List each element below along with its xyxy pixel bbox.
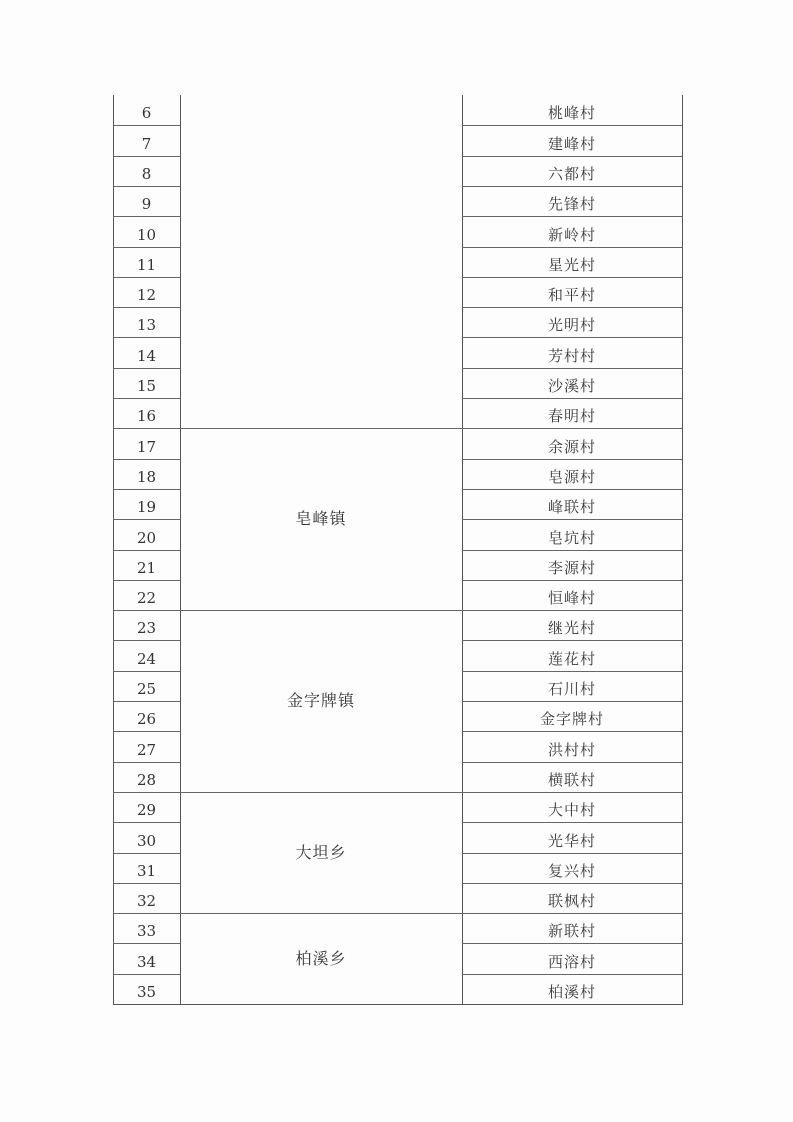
village-name: 复兴村 bbox=[547, 861, 596, 880]
row-number: 20 bbox=[136, 528, 157, 547]
row-divider-number bbox=[113, 610, 180, 611]
row-number: 6 bbox=[141, 104, 152, 123]
village-name: 六都村 bbox=[547, 164, 596, 183]
row-divider-number bbox=[113, 247, 180, 248]
village-name: 莲花村 bbox=[547, 649, 596, 668]
row-divider-number bbox=[113, 671, 180, 672]
village-name: 石川村 bbox=[547, 680, 596, 698]
table-border-number-column bbox=[180, 95, 181, 1004]
village-name: 芳村村 bbox=[547, 346, 596, 365]
row-divider-village bbox=[462, 550, 682, 551]
row-divider-village bbox=[462, 247, 682, 248]
row-divider-number bbox=[113, 580, 180, 581]
row-number: 22 bbox=[136, 589, 157, 608]
town-name: 大坦乡 bbox=[295, 842, 347, 862]
village-name: 李源村 bbox=[547, 558, 596, 577]
row-number: 18 bbox=[136, 467, 157, 486]
row-number: 14 bbox=[136, 346, 157, 365]
row-divider-village bbox=[462, 337, 682, 338]
row-divider-number bbox=[113, 883, 180, 884]
row-divider-village bbox=[462, 428, 682, 429]
row-number: 35 bbox=[136, 983, 157, 1001]
village-name: 皂源村 bbox=[547, 467, 596, 486]
row-number: 19 bbox=[136, 498, 157, 517]
village-name: 光华村 bbox=[547, 831, 596, 850]
village-name: 柏溪村 bbox=[547, 983, 596, 1001]
town-divider bbox=[180, 428, 462, 429]
row-number: 9 bbox=[141, 195, 152, 214]
row-number: 21 bbox=[136, 558, 157, 577]
row-divider-number bbox=[113, 156, 180, 157]
village-name: 洪村村 bbox=[547, 740, 596, 759]
row-divider-number bbox=[113, 519, 180, 520]
row-divider-number bbox=[113, 216, 180, 217]
row-divider-number bbox=[113, 792, 180, 793]
village-name: 光明村 bbox=[547, 316, 596, 335]
row-divider-number bbox=[113, 550, 180, 551]
row-number: 26 bbox=[136, 710, 157, 729]
row-number: 24 bbox=[136, 649, 157, 668]
row-number: 15 bbox=[136, 377, 157, 395]
row-divider-number bbox=[113, 307, 180, 308]
row-number: 23 bbox=[136, 619, 157, 638]
village-name: 恒峰村 bbox=[547, 589, 596, 608]
row-divider-number bbox=[113, 822, 180, 823]
row-divider-number bbox=[113, 368, 180, 369]
row-divider-village bbox=[462, 580, 682, 581]
row-divider-number bbox=[113, 459, 180, 460]
row-number: 10 bbox=[136, 225, 157, 244]
row-divider-number bbox=[113, 277, 180, 278]
village-name: 先锋村 bbox=[547, 195, 596, 214]
village-name: 新联村 bbox=[547, 922, 596, 941]
row-divider-village bbox=[462, 368, 682, 369]
village-name: 余源村 bbox=[547, 437, 596, 456]
row-divider-number bbox=[113, 640, 180, 641]
row-divider-village bbox=[462, 186, 682, 187]
row-divider-number bbox=[113, 913, 180, 914]
row-divider-village bbox=[462, 489, 682, 490]
village-name: 沙溪村 bbox=[547, 377, 596, 395]
row-divider-village bbox=[462, 277, 682, 278]
row-number: 11 bbox=[136, 255, 157, 274]
village-name: 和平村 bbox=[547, 286, 596, 305]
village-name: 大中村 bbox=[547, 801, 596, 820]
row-divider-village bbox=[462, 762, 682, 763]
row-divider-village bbox=[462, 731, 682, 732]
row-divider-village bbox=[462, 610, 682, 611]
row-divider-village bbox=[462, 943, 682, 944]
row-number: 17 bbox=[136, 437, 157, 456]
row-divider-number bbox=[113, 337, 180, 338]
row-number: 16 bbox=[136, 407, 157, 426]
row-divider-number bbox=[113, 489, 180, 490]
town-divider bbox=[180, 913, 462, 914]
row-number: 28 bbox=[136, 770, 157, 789]
row-number: 33 bbox=[136, 922, 157, 941]
row-number: 12 bbox=[136, 286, 157, 305]
row-number: 8 bbox=[141, 164, 152, 183]
village-name: 西溶村 bbox=[547, 952, 596, 971]
row-divider-number bbox=[113, 398, 180, 399]
row-number: 25 bbox=[136, 680, 157, 698]
village-name: 春明村 bbox=[547, 407, 596, 426]
row-divider-number bbox=[113, 701, 180, 702]
row-divider-village bbox=[462, 883, 682, 884]
row-divider-village bbox=[462, 822, 682, 823]
row-divider-village bbox=[462, 307, 682, 308]
row-divider-village bbox=[462, 640, 682, 641]
row-divider-village bbox=[462, 974, 682, 975]
row-divider-village bbox=[462, 853, 682, 854]
row-divider-number bbox=[113, 428, 180, 429]
town-divider bbox=[180, 792, 462, 793]
town-name: 金字牌镇 bbox=[286, 691, 355, 710]
village-name: 星光村 bbox=[547, 255, 596, 274]
row-divider-village bbox=[462, 156, 682, 157]
row-divider-village bbox=[462, 125, 682, 126]
row-divider-number bbox=[113, 974, 180, 975]
row-number: 34 bbox=[136, 952, 157, 971]
row-number: 27 bbox=[136, 740, 157, 759]
town-divider bbox=[180, 610, 462, 611]
table-border-right bbox=[682, 95, 683, 1004]
village-name: 联枫村 bbox=[547, 892, 596, 911]
row-divider-number bbox=[113, 731, 180, 732]
village-name: 横联村 bbox=[547, 770, 596, 789]
row-number: 13 bbox=[136, 316, 157, 335]
row-number: 32 bbox=[136, 892, 157, 911]
row-number: 7 bbox=[141, 134, 152, 153]
village-name: 峰联村 bbox=[547, 498, 596, 517]
town-name: 柏溪乡 bbox=[295, 948, 347, 968]
row-divider-number bbox=[113, 125, 180, 126]
row-divider-village bbox=[462, 216, 682, 217]
row-number: 30 bbox=[136, 831, 157, 850]
table-border-bottom bbox=[113, 1004, 683, 1005]
row-divider-number bbox=[113, 943, 180, 944]
row-divider-number bbox=[113, 853, 180, 854]
row-divider-village bbox=[462, 671, 682, 672]
village-name: 金字牌村 bbox=[539, 710, 604, 729]
row-divider-number bbox=[113, 762, 180, 763]
row-divider-village bbox=[462, 519, 682, 520]
row-divider-village bbox=[462, 913, 682, 914]
village-name: 继光村 bbox=[547, 619, 596, 638]
village-name: 桃峰村 bbox=[547, 104, 596, 123]
row-number: 29 bbox=[136, 801, 157, 820]
row-divider-village bbox=[462, 701, 682, 702]
village-name: 皂坑村 bbox=[547, 528, 596, 547]
row-divider-village bbox=[462, 792, 682, 793]
town-name: 皂峰镇 bbox=[295, 509, 347, 529]
row-divider-number bbox=[113, 186, 180, 187]
row-divider-village bbox=[462, 459, 682, 460]
row-divider-village bbox=[462, 398, 682, 399]
village-name: 建峰村 bbox=[547, 134, 596, 153]
village-name: 新岭村 bbox=[547, 225, 596, 244]
row-number: 31 bbox=[136, 861, 157, 880]
